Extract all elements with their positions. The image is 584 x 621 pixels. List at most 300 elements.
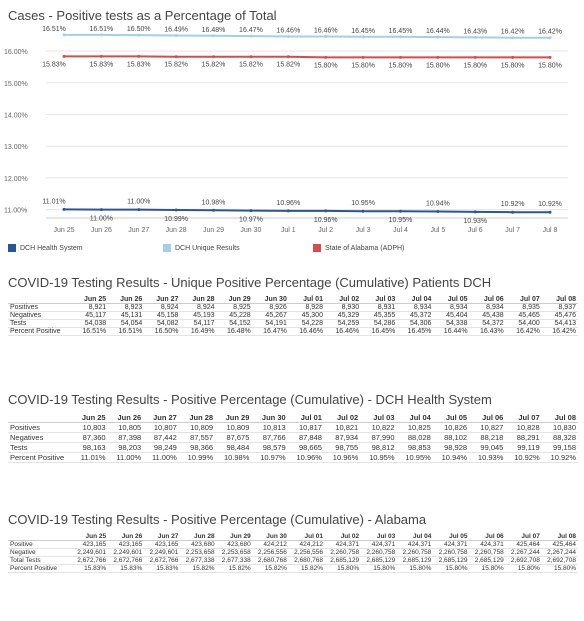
column-header: Jul 06 (470, 533, 506, 541)
table-cell: 99,119 (505, 443, 541, 453)
table-cell: 424,371 (397, 541, 433, 549)
table-row (8, 443, 578, 453)
table-row (8, 312, 578, 320)
table-cell: 2,253,658 (180, 549, 216, 557)
data-label: 16.45% (351, 27, 375, 35)
table-cell: 16.51% (72, 328, 108, 336)
row-label: Positives (8, 304, 72, 312)
row-label: Percent Positive (8, 328, 72, 336)
table-row (8, 565, 578, 573)
table-cell: 45,193 (180, 312, 216, 320)
x-tick-label: Jul 2 (318, 227, 334, 234)
data-point (474, 210, 477, 213)
table-cell: 10.94% (433, 453, 469, 463)
table-cell: 15.82% (180, 565, 216, 573)
table-cell: 16.48% (217, 328, 253, 336)
column-header: Jul 06 (469, 413, 505, 423)
table-cell: 2,672,766 (72, 557, 108, 565)
table-cell: 54,413 (542, 320, 578, 328)
legend-item-dch-unique-results[interactable] (163, 244, 240, 252)
table-cell: 10,803 (72, 423, 108, 433)
table-cell: 54,338 (433, 320, 469, 328)
data-label: 16.45% (388, 27, 413, 35)
table-cell: 16.51% (108, 328, 144, 336)
table-cell: 8,925 (217, 304, 253, 312)
table-cell: 98,928 (433, 443, 469, 453)
table-cell: 8,926 (253, 304, 289, 312)
table-cell: 424,371 (433, 541, 469, 549)
column-header: Jun 25 (72, 533, 108, 541)
data-label: 10.99% (164, 215, 189, 223)
table-cell: 423,680 (217, 541, 253, 549)
data-point (175, 208, 178, 211)
column-header: Jul 07 (505, 413, 541, 423)
column-header: Jul 02 (325, 533, 361, 541)
column-header: Jun 29 (217, 296, 253, 304)
table-cell: 425,464 (506, 541, 542, 549)
table-cell: 87,675 (215, 433, 251, 443)
table-cell: 10,827 (469, 423, 505, 433)
legend-item-dch-health-system[interactable] (8, 244, 83, 252)
data-label: 15.80% (425, 62, 450, 70)
data-point (324, 209, 327, 212)
column-header: Jul 02 (325, 296, 361, 304)
table-title-dch-health-system: COVID-19 Testing Results - Positive Percentage (Cumulative) - DCH Health System (8, 392, 492, 407)
table-cell: 54,117 (180, 320, 216, 328)
data-label: 16.47% (239, 27, 263, 35)
column-header: Jun 29 (215, 413, 251, 423)
table-cell: 8,921 (72, 304, 108, 312)
table-cell: 2,249,601 (72, 549, 108, 557)
column-header: Jun 27 (144, 533, 180, 541)
row-label: Positives (8, 423, 72, 433)
column-header: Jun 30 (253, 533, 289, 541)
y-tick-label: 14.00% (4, 112, 28, 120)
table-cell: 10.92% (505, 453, 541, 463)
row-label: Percent Positive (8, 565, 72, 573)
data-label: 10.95% (351, 200, 375, 208)
data-point (511, 36, 514, 39)
y-tick-label: 12.00% (4, 175, 28, 183)
column-header: Jun 27 (144, 296, 180, 304)
data-label: 10.97% (239, 216, 263, 224)
table-cell: 98,203 (108, 443, 144, 453)
x-tick-label: Jun 30 (240, 227, 262, 234)
table-alabama (8, 533, 578, 573)
column-header: Jul 04 (397, 533, 433, 541)
table-cell: 45,404 (433, 312, 469, 320)
table-cell: 10.95% (397, 453, 433, 463)
table-cell: 16.46% (289, 328, 325, 336)
x-tick-label: Jul 3 (355, 227, 371, 234)
table-cell: 16.44% (433, 328, 469, 336)
data-point (362, 35, 365, 38)
table-cell: 2,672,766 (108, 557, 144, 565)
data-label: 15.82% (164, 61, 189, 69)
table-cell: 2,249,601 (108, 549, 144, 557)
x-tick-label: Jul 5 (430, 227, 446, 234)
table-cell: 2,680,768 (253, 557, 289, 565)
data-point (212, 55, 215, 58)
x-tick-label: Jun 25 (53, 227, 75, 234)
column-header: Jul 06 (470, 296, 506, 304)
column-header: Jun 28 (179, 413, 215, 423)
data-label: 10.92% (500, 201, 525, 209)
data-point (549, 56, 552, 59)
column-header: Jul 05 (433, 533, 469, 541)
legend-swatch (313, 244, 321, 252)
data-label: 11.00% (89, 215, 114, 223)
column-header: Jul 08 (542, 413, 578, 423)
table-row (8, 304, 578, 312)
data-label: 10.96% (276, 199, 301, 207)
table-cell: 423,165 (108, 541, 144, 549)
table-cell: 2,260,758 (433, 549, 469, 557)
table-cell: 98,755 (324, 443, 360, 453)
table-cell: 45,300 (289, 312, 325, 320)
table-cell: 8,924 (180, 304, 216, 312)
row-label: Negatives (8, 433, 72, 443)
table-cell: 10,809 (179, 423, 215, 433)
table-cell: 424,212 (253, 541, 289, 549)
data-label: 15.83% (42, 61, 66, 69)
data-point (287, 35, 290, 38)
table-cell: 10.97% (251, 453, 287, 463)
table-cell: 54,054 (108, 320, 144, 328)
data-point (324, 56, 327, 59)
column-header: Jun 26 (108, 413, 144, 423)
column-header: Jun 26 (108, 533, 144, 541)
data-label: 16.44% (425, 28, 450, 36)
table-cell: 45,267 (253, 312, 289, 320)
table-cell: 2,253,658 (217, 549, 253, 557)
data-point (474, 36, 477, 39)
table-cell: 2,256,556 (253, 549, 289, 557)
table-cell: 2,685,129 (397, 557, 433, 565)
data-point (100, 55, 103, 58)
x-tick-label: Jul 6 (467, 227, 483, 234)
table-cell: 2,260,758 (325, 549, 361, 557)
data-point (137, 55, 140, 58)
data-label: 10.94% (425, 200, 450, 208)
row-label: Positive (8, 541, 72, 549)
table-cell: 54,286 (361, 320, 397, 328)
table-cell: 88,328 (542, 433, 578, 443)
data-label: 16.42% (500, 28, 525, 36)
table-cell: 16.47% (253, 328, 289, 336)
table-cell: 98,484 (215, 443, 251, 453)
table-unique-dch (8, 296, 578, 336)
data-point (63, 208, 66, 211)
row-label: Negative (8, 549, 72, 557)
table-cell: 15.80% (397, 565, 433, 573)
table-title-alabama: COVID-19 Testing Results - Positive Percentage (Cumulative) - Alabama (8, 512, 427, 527)
table-cell: 424,371 (361, 541, 397, 549)
table-cell: 10.96% (324, 453, 360, 463)
column-header: Jul 05 (433, 413, 469, 423)
table-cell: 45,372 (397, 312, 433, 320)
data-label: 15.80% (351, 62, 375, 70)
data-point (399, 35, 402, 38)
data-point (137, 208, 140, 211)
data-point (324, 35, 327, 38)
legend-label: State of Alabama (ADPH) (325, 244, 405, 252)
data-label: 15.80% (388, 62, 413, 70)
table-cell: 15.80% (542, 565, 578, 573)
column-header: Jun 26 (108, 296, 144, 304)
column-header: Jun 30 (253, 296, 289, 304)
data-label: 16.51% (42, 26, 66, 33)
table-row (8, 328, 578, 336)
table-cell: 54,082 (144, 320, 180, 328)
data-point (212, 209, 215, 212)
data-point (249, 35, 252, 38)
data-label: 10.98% (201, 199, 226, 207)
table-cell: 99,045 (469, 443, 505, 453)
data-point (436, 210, 439, 213)
table-cell: 2,260,758 (361, 549, 397, 557)
column-header: Jun 29 (217, 533, 253, 541)
table-cell: 45,158 (144, 312, 180, 320)
x-tick-label: Jul 1 (280, 227, 296, 234)
row-label: Negatives (8, 312, 72, 320)
data-label: 11.00% (127, 198, 151, 206)
x-tick-label: Jul 7 (505, 227, 521, 234)
data-label: 15.80% (313, 62, 338, 70)
data-point (175, 55, 178, 58)
column-header: Jul 04 (397, 413, 433, 423)
series-line (64, 56, 550, 57)
table-cell: 54,191 (253, 320, 289, 328)
table-cell: 87,398 (108, 433, 144, 443)
table-cell: 15.83% (108, 565, 144, 573)
table-cell: 2,685,129 (470, 557, 506, 565)
table-cell: 45,329 (325, 312, 361, 320)
data-label: 16.49% (164, 26, 189, 34)
table-row (8, 423, 578, 433)
table-cell: 15.80% (433, 565, 469, 573)
table-cell: 45,131 (108, 312, 144, 320)
table-cell: 45,228 (217, 312, 253, 320)
table-cell: 15.80% (506, 565, 542, 573)
table-cell: 16.43% (470, 328, 506, 336)
table-cell: 8,934 (470, 304, 506, 312)
table-cell: 16.42% (506, 328, 542, 336)
legend-swatch (8, 244, 16, 252)
table-cell: 98,579 (251, 443, 287, 453)
data-label: 15.80% (538, 62, 562, 70)
row-label: Tests (8, 443, 72, 453)
table-cell: 425,464 (542, 541, 578, 549)
table-cell: 8,937 (542, 304, 578, 312)
column-header: Jul 03 (360, 413, 396, 423)
table-cell: 45,465 (506, 312, 542, 320)
data-label: 15.80% (500, 62, 525, 70)
table-cell: 88,028 (397, 433, 433, 443)
table-cell: 45,117 (72, 312, 108, 320)
data-point (100, 33, 103, 36)
column-header: Jul 02 (324, 413, 360, 423)
table-cell: 2,249,601 (144, 549, 180, 557)
table-cell: 98,249 (143, 443, 179, 453)
table-row (8, 320, 578, 328)
data-point (549, 36, 552, 39)
legend-item-state-of-alabama[interactable] (313, 244, 404, 252)
table-header-row (8, 296, 578, 304)
table-cell: 2,267,244 (506, 549, 542, 557)
data-label: 16.50% (126, 26, 151, 34)
data-label: 15.82% (239, 61, 263, 69)
legend-label: DCH Health System (20, 244, 83, 252)
table-cell: 87,442 (143, 433, 179, 443)
data-point (175, 34, 178, 37)
data-point (474, 56, 477, 59)
table-cell: 16.45% (397, 328, 433, 336)
table-cell: 2,677,338 (217, 557, 253, 565)
column-header: Jul 07 (506, 533, 542, 541)
table-cell: 2,256,556 (289, 549, 325, 557)
table-cell: 10,807 (143, 423, 179, 433)
x-tick-label: Jul 8 (542, 227, 558, 234)
data-point (63, 55, 66, 58)
table-cell: 2,677,338 (180, 557, 216, 565)
table-cell: 15.80% (325, 565, 361, 573)
table-cell: 424,371 (470, 541, 506, 549)
column-header: Jul 08 (542, 533, 578, 541)
table-cell: 8,924 (144, 304, 180, 312)
data-label: 10.95% (388, 217, 413, 225)
data-point (362, 210, 365, 213)
chart-title: Cases - Positive tests as a Percentage of Total (8, 8, 277, 23)
table-cell: 54,400 (506, 320, 542, 328)
y-tick-label: 13.00% (4, 144, 28, 152)
table-header-row (8, 533, 578, 541)
table-cell: 2,685,129 (325, 557, 361, 565)
table-cell: 16.46% (325, 328, 361, 336)
x-tick-label: Jun 28 (165, 227, 187, 234)
table-cell: 10.92% (542, 453, 578, 463)
data-label: 15.80% (463, 62, 488, 70)
table-header-row (8, 413, 578, 423)
data-label: 16.48% (201, 26, 226, 34)
column-header: Jul 08 (542, 296, 578, 304)
table-cell: 45,476 (542, 312, 578, 320)
column-header: Jul 01 (288, 413, 324, 423)
table-cell: 8,930 (325, 304, 361, 312)
table-row (8, 433, 578, 443)
table-cell: 45,355 (361, 312, 397, 320)
table-cell: 54,038 (72, 320, 108, 328)
table-cell: 11.01% (72, 453, 108, 463)
table-cell: 87,360 (72, 433, 108, 443)
x-tick-label: Jun 29 (203, 227, 225, 234)
table-cell: 423,680 (180, 541, 216, 549)
table-row (8, 557, 578, 565)
data-point (399, 210, 402, 213)
table-cell: 423,165 (72, 541, 108, 549)
table-cell: 2,672,766 (144, 557, 180, 565)
table-cell: 15.83% (144, 565, 180, 573)
table-cell: 11.00% (108, 453, 144, 463)
table-cell: 10,825 (397, 423, 433, 433)
data-point (287, 209, 290, 212)
data-label: 16.46% (276, 27, 301, 35)
table-cell: 98,163 (72, 443, 108, 453)
table-cell: 88,218 (469, 433, 505, 443)
column-header: Jul 05 (433, 296, 469, 304)
table-cell: 8,935 (506, 304, 542, 312)
data-point (63, 33, 66, 36)
column-header: Jul 01 (289, 533, 325, 541)
column-header: Jun 28 (180, 533, 216, 541)
table-cell: 45,438 (470, 312, 506, 320)
line-chart (0, 26, 584, 238)
table-cell: 54,259 (325, 320, 361, 328)
table-title-unique-dch: COVID-19 Testing Results - Unique Positive Percentage (Cumulative) Patients DCH (8, 275, 492, 290)
table-cell: 10.99% (179, 453, 215, 463)
table-cell: 87,848 (288, 433, 324, 443)
table-cell: 16.42% (542, 328, 578, 336)
y-tick-label: 15.00% (4, 80, 28, 88)
table-cell: 54,372 (470, 320, 506, 328)
table-cell: 2,267,244 (542, 549, 578, 557)
data-point (436, 56, 439, 59)
data-label: 11.01% (42, 198, 66, 206)
table-cell: 10,817 (288, 423, 324, 433)
table-cell: 8,931 (361, 304, 397, 312)
data-label: 15.82% (201, 61, 226, 69)
data-point (399, 56, 402, 59)
data-label: 16.43% (463, 28, 488, 36)
column-header: Jul 03 (361, 296, 397, 304)
data-label: 16.46% (313, 27, 338, 35)
table-cell: 10,830 (542, 423, 578, 433)
x-tick-label: Jul 4 (393, 227, 408, 234)
column-header: Jul 07 (506, 296, 542, 304)
table-row (8, 453, 578, 463)
table-cell: 16.45% (361, 328, 397, 336)
table-cell: 87,934 (324, 433, 360, 443)
table-row (8, 549, 578, 557)
table-cell: 98,812 (360, 443, 396, 453)
data-label: 15.83% (89, 61, 114, 69)
table-cell: 2,685,129 (433, 557, 469, 565)
column-header: Jun 28 (180, 296, 216, 304)
table-cell: 8,928 (289, 304, 325, 312)
column-header: Jul 01 (289, 296, 325, 304)
table-cell: 424,371 (325, 541, 361, 549)
table-cell: 2,260,758 (397, 549, 433, 557)
table-cell: 10.98% (215, 453, 251, 463)
table-cell: 10,828 (505, 423, 541, 433)
table-cell: 10,822 (360, 423, 396, 433)
data-point (137, 34, 140, 37)
table-cell: 8,934 (397, 304, 433, 312)
table-cell: 88,291 (505, 433, 541, 443)
table-cell: 10.96% (288, 453, 324, 463)
data-label: 10.92% (538, 201, 562, 209)
table-cell: 16.49% (180, 328, 216, 336)
table-cell: 15.82% (253, 565, 289, 573)
row-label: Total Tests (8, 557, 72, 565)
row-label: Percent Positive (8, 453, 72, 463)
data-point (249, 209, 252, 212)
table-cell: 98,366 (179, 443, 215, 453)
table-row (8, 541, 578, 549)
table-cell: 98,853 (397, 443, 433, 453)
data-label: 15.82% (276, 61, 301, 69)
column-header: Jul 03 (361, 533, 397, 541)
